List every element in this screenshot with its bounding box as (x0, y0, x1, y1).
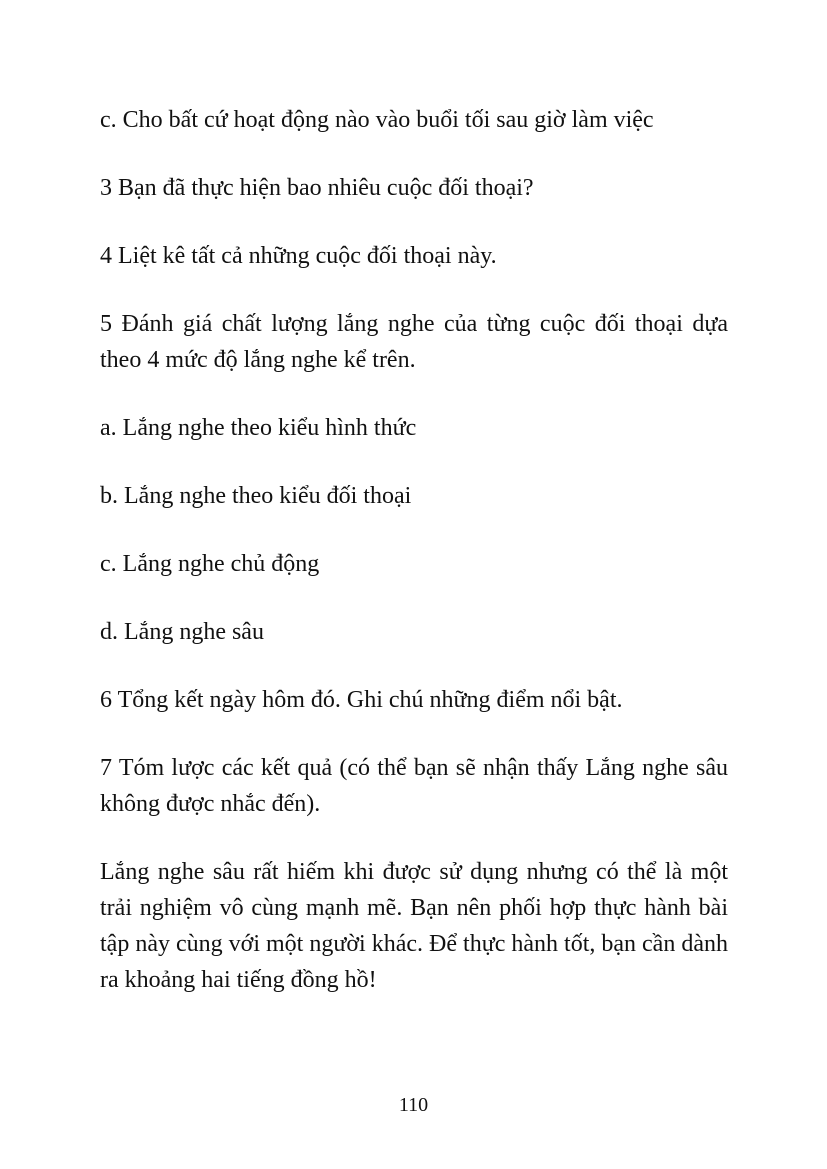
page-number: 110 (398, 1094, 429, 1116)
list-item: a. Lắng nghe theo kiểu hình thức (100, 415, 417, 441)
list-item: 6 Tổng kết ngày hôm đó. Ghi chú những điểm nổi bật. (100, 687, 623, 713)
list-item: c. Cho bất cứ hoạt động nào vào buổi tối sau giờ làm việc (100, 107, 654, 133)
list-item: 4 Liệt kê tất cả những cuộc đối thoại này. (100, 243, 497, 269)
list-item: c. Lắng nghe chủ động (100, 551, 320, 577)
list-item: d. Lắng nghe sâu (100, 619, 264, 645)
list-item: 7 Tóm lược các kết quả (có thể bạn sẽ nhận thấy Lắng nghe sâu không được nhắc đến). (100, 755, 728, 817)
body-paragraph: Lắng nghe sâu rất hiếm khi được sử dụng nhưng có thể là một trải nghiệm vô cùng mạnh mẽ. Bạn nên phối hợp thực hành bài tập này cùng với một người khác. Để thực hành tốt, bạn cần dành ra khoảng hai tiếng đồng hồ! (100, 859, 728, 993)
list-item: b. Lắng nghe theo kiểu đối thoại (100, 483, 412, 509)
list-item: 3 Bạn đã thực hiện bao nhiêu cuộc đối thoại? (100, 175, 534, 201)
page-body (100, 102, 728, 1030)
list-item: 5 Đánh giá chất lượng lắng nghe của từng cuộc đối thoại dựa theo 4 mức độ lắng nghe kể trên. (100, 311, 728, 373)
